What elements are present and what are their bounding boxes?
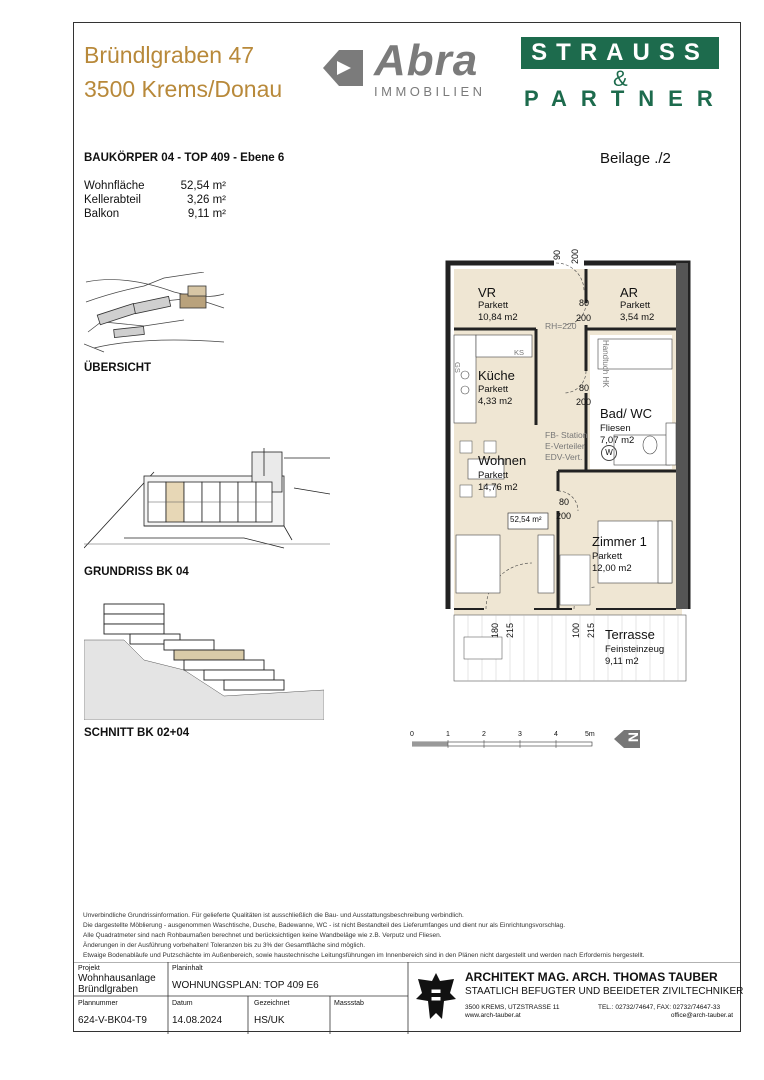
massstab-label: Massstab (334, 1000, 364, 1007)
projekt-label: Projekt (78, 965, 100, 972)
footnote-4: Änderungen in der Ausführung vorbehalten! Toleranzen bis zu 3% der Gesamtfläche sind möglich. (83, 942, 366, 949)
room-vr-name: VR (478, 285, 497, 300)
abra-logo-subtext: IMMOBILIEN (374, 84, 486, 99)
dim-terrace1-width: 180 (490, 622, 500, 638)
strauss-logo: STRAUSS (521, 37, 719, 69)
scale-tick-5: 5m (585, 731, 595, 738)
footnote-3: Alle Quadratmeter sind nach Rohbaumaßen berechnet und berücksichtigen keine Wandbeläge wie z.B. Verputz und Fliesen. (83, 932, 442, 939)
architect-phone: TEL.: 02732/74647, FAX: 02732/74647-33 (598, 1004, 721, 1011)
dim-entry-height: 200 (570, 248, 580, 264)
room-vr-area: 10,84 m2 (478, 312, 518, 323)
dim-ar-width: 80 (579, 298, 590, 308)
gezeichnet-value: HS/UK (254, 1015, 285, 1026)
planinhalt-label: Planinhalt (172, 965, 203, 972)
scale-tick-3: 3 (518, 731, 522, 738)
footnote-5: Etwaige Bodenabläufe und Putzschächte im Außenbereich, sowie haustechnische Leitungsführungen im Innenbereich sind in den Plänen nicht dargestellt und werden nach Erfordernis hergestellt. (83, 952, 645, 959)
architect-web: www.arch-tauber.at (465, 1012, 521, 1019)
beilage-label: Beilage ./2 (600, 150, 671, 167)
scale-tick-2: 2 (482, 731, 486, 738)
grundriss-label: GRUNDRISS BK 04 (84, 566, 189, 578)
room-zimmer1-name: Zimmer 1 (592, 534, 647, 549)
handtuch-label: Handtuch HK (601, 340, 610, 388)
architect-subtitle: STAATLICH BEFUGTER UND BEEIDETER ZIVILTECHNIKER (465, 986, 744, 997)
dim-zimmer-width: 80 (559, 497, 570, 507)
room-wohnen-name: Wohnen (478, 453, 527, 468)
architect-name: ARCHITEKT MAG. ARCH. THOMAS TAUBER (465, 970, 718, 984)
dim-zimmer-height: 200 (556, 511, 572, 521)
datum-value: 14.08.2024 (172, 1015, 223, 1026)
room-ar-area: 3,54 m2 (620, 312, 655, 323)
area-label-balkon: Balkon (84, 208, 120, 220)
partner-logo: PARTNER (524, 86, 727, 111)
strauss-logo-amp: & (613, 66, 628, 91)
e-verteiler-label: E-Verteiler (545, 441, 585, 451)
area-value-wohnflaeche: 52,54 m² (180, 180, 226, 192)
room-zimmer1-floor: Parkett (592, 551, 623, 562)
overview-site-plan (84, 272, 226, 354)
room-kueche-floor: Parkett (478, 384, 509, 395)
ceiling-height: RH=220 (545, 321, 577, 331)
dim-bad-width: 80 (579, 383, 590, 393)
dim-bad-height: 200 (576, 397, 592, 407)
room-bad-area: 7,07 m2 (600, 435, 635, 446)
room-zimmer1-area: 12,00 m2 (592, 563, 632, 574)
room-kueche-area: 4,33 m2 (478, 396, 513, 407)
room-terrasse-area: 9,11 m2 (605, 656, 639, 667)
room-terrasse-name: Terrasse (605, 627, 655, 642)
dim-terrace1-height: 215 (505, 622, 515, 638)
scale-tick-4: 4 (554, 731, 558, 738)
north-label: N (625, 731, 642, 743)
datum-label: Datum (172, 1000, 193, 1007)
room-ar-name: AR (620, 285, 639, 300)
washing-machine-icon: W (601, 445, 617, 461)
room-wohnen-floor: Parkett (478, 470, 509, 481)
room-bad-floor: Fliesen (600, 423, 631, 434)
abra-logo-icon (319, 46, 369, 90)
scale-tick-0: 0 (410, 731, 414, 738)
address-line-1: Bründlgraben 47 (84, 42, 255, 68)
edv-label: EDV-Vert. (545, 452, 583, 462)
room-terrasse-floor: Feinsteinzeug (605, 644, 665, 655)
plannummer-value: 624-V-BK04-T9 (78, 1015, 147, 1026)
area-value-kellerabteil: 3,26 m² (187, 194, 226, 206)
dim-entry-width: 90 (552, 249, 562, 260)
overview-label: ÜBERSICHT (84, 362, 152, 374)
scale-tick-1: 1 (446, 731, 450, 738)
gezeichnet-label: Gezeichnet (254, 1000, 290, 1007)
area-label-kellerabteil: Kellerabteil (84, 194, 141, 206)
room-wohnen-area: 14,76 m2 (478, 482, 518, 493)
schnitt-section-plan (84, 600, 324, 720)
footnote-1: Unverbindliche Grundrissinformation. Für gelieferte Qualitäten ist ausschließlich die Bau- und Ausstattungsbeschreibung verbindlich. (83, 912, 464, 919)
room-vr-floor: Parkett (478, 300, 509, 311)
unit-title: BAUKÖRPER 04 - TOP 409 - Ebene 6 (84, 152, 285, 164)
gs-label: GS (453, 362, 462, 373)
dim-ar-height: 200 (576, 313, 592, 323)
grundriss-bk04-plan (84, 448, 330, 552)
abra-logo-text: Abra (374, 36, 479, 85)
ks-label: KS (514, 348, 525, 357)
fb-station-label: FB- Station (545, 430, 588, 440)
schnitt-label: SCHNITT BK 02+04 (84, 727, 190, 739)
austrian-eagle-seal-icon (414, 969, 458, 1023)
room-ar-floor: Parkett (620, 300, 651, 311)
room-bad-name: Bad/ WC (600, 406, 653, 421)
room-kueche-name: Küche (478, 368, 515, 383)
area-label-wohnflaeche: Wohnfläche (84, 180, 145, 192)
plannummer-label: Plannummer (78, 1000, 118, 1007)
scale-bar (412, 738, 602, 750)
projekt-line-1: Wohnhausanlage (78, 973, 156, 984)
address-line-2: 3500 Krems/Donau (84, 76, 283, 102)
dim-terrace2-width: 100 (571, 622, 581, 638)
dim-terrace2-height: 215 (586, 622, 596, 638)
architect-address: 3500 KREMS, UTZSTRASSE 11 (465, 1004, 560, 1011)
total-area-label: 52,54 m² (510, 515, 542, 524)
projekt-line-2: Bründlgraben (78, 984, 139, 995)
planinhalt-value: WOHNUNGSPLAN: TOP 409 E6 (172, 980, 319, 991)
area-value-balkon: 9,11 m² (187, 208, 226, 220)
footnote-2: Die dargestellte Möblierung - ausgenommen Waschtische, Dusche, Badewanne, WC - ist nicht Bestandteil des Lieferumfanges und dient nur als Einrichtungsvorschlag. (83, 922, 566, 929)
architect-email: office@arch-tauber.at (670, 1012, 733, 1019)
